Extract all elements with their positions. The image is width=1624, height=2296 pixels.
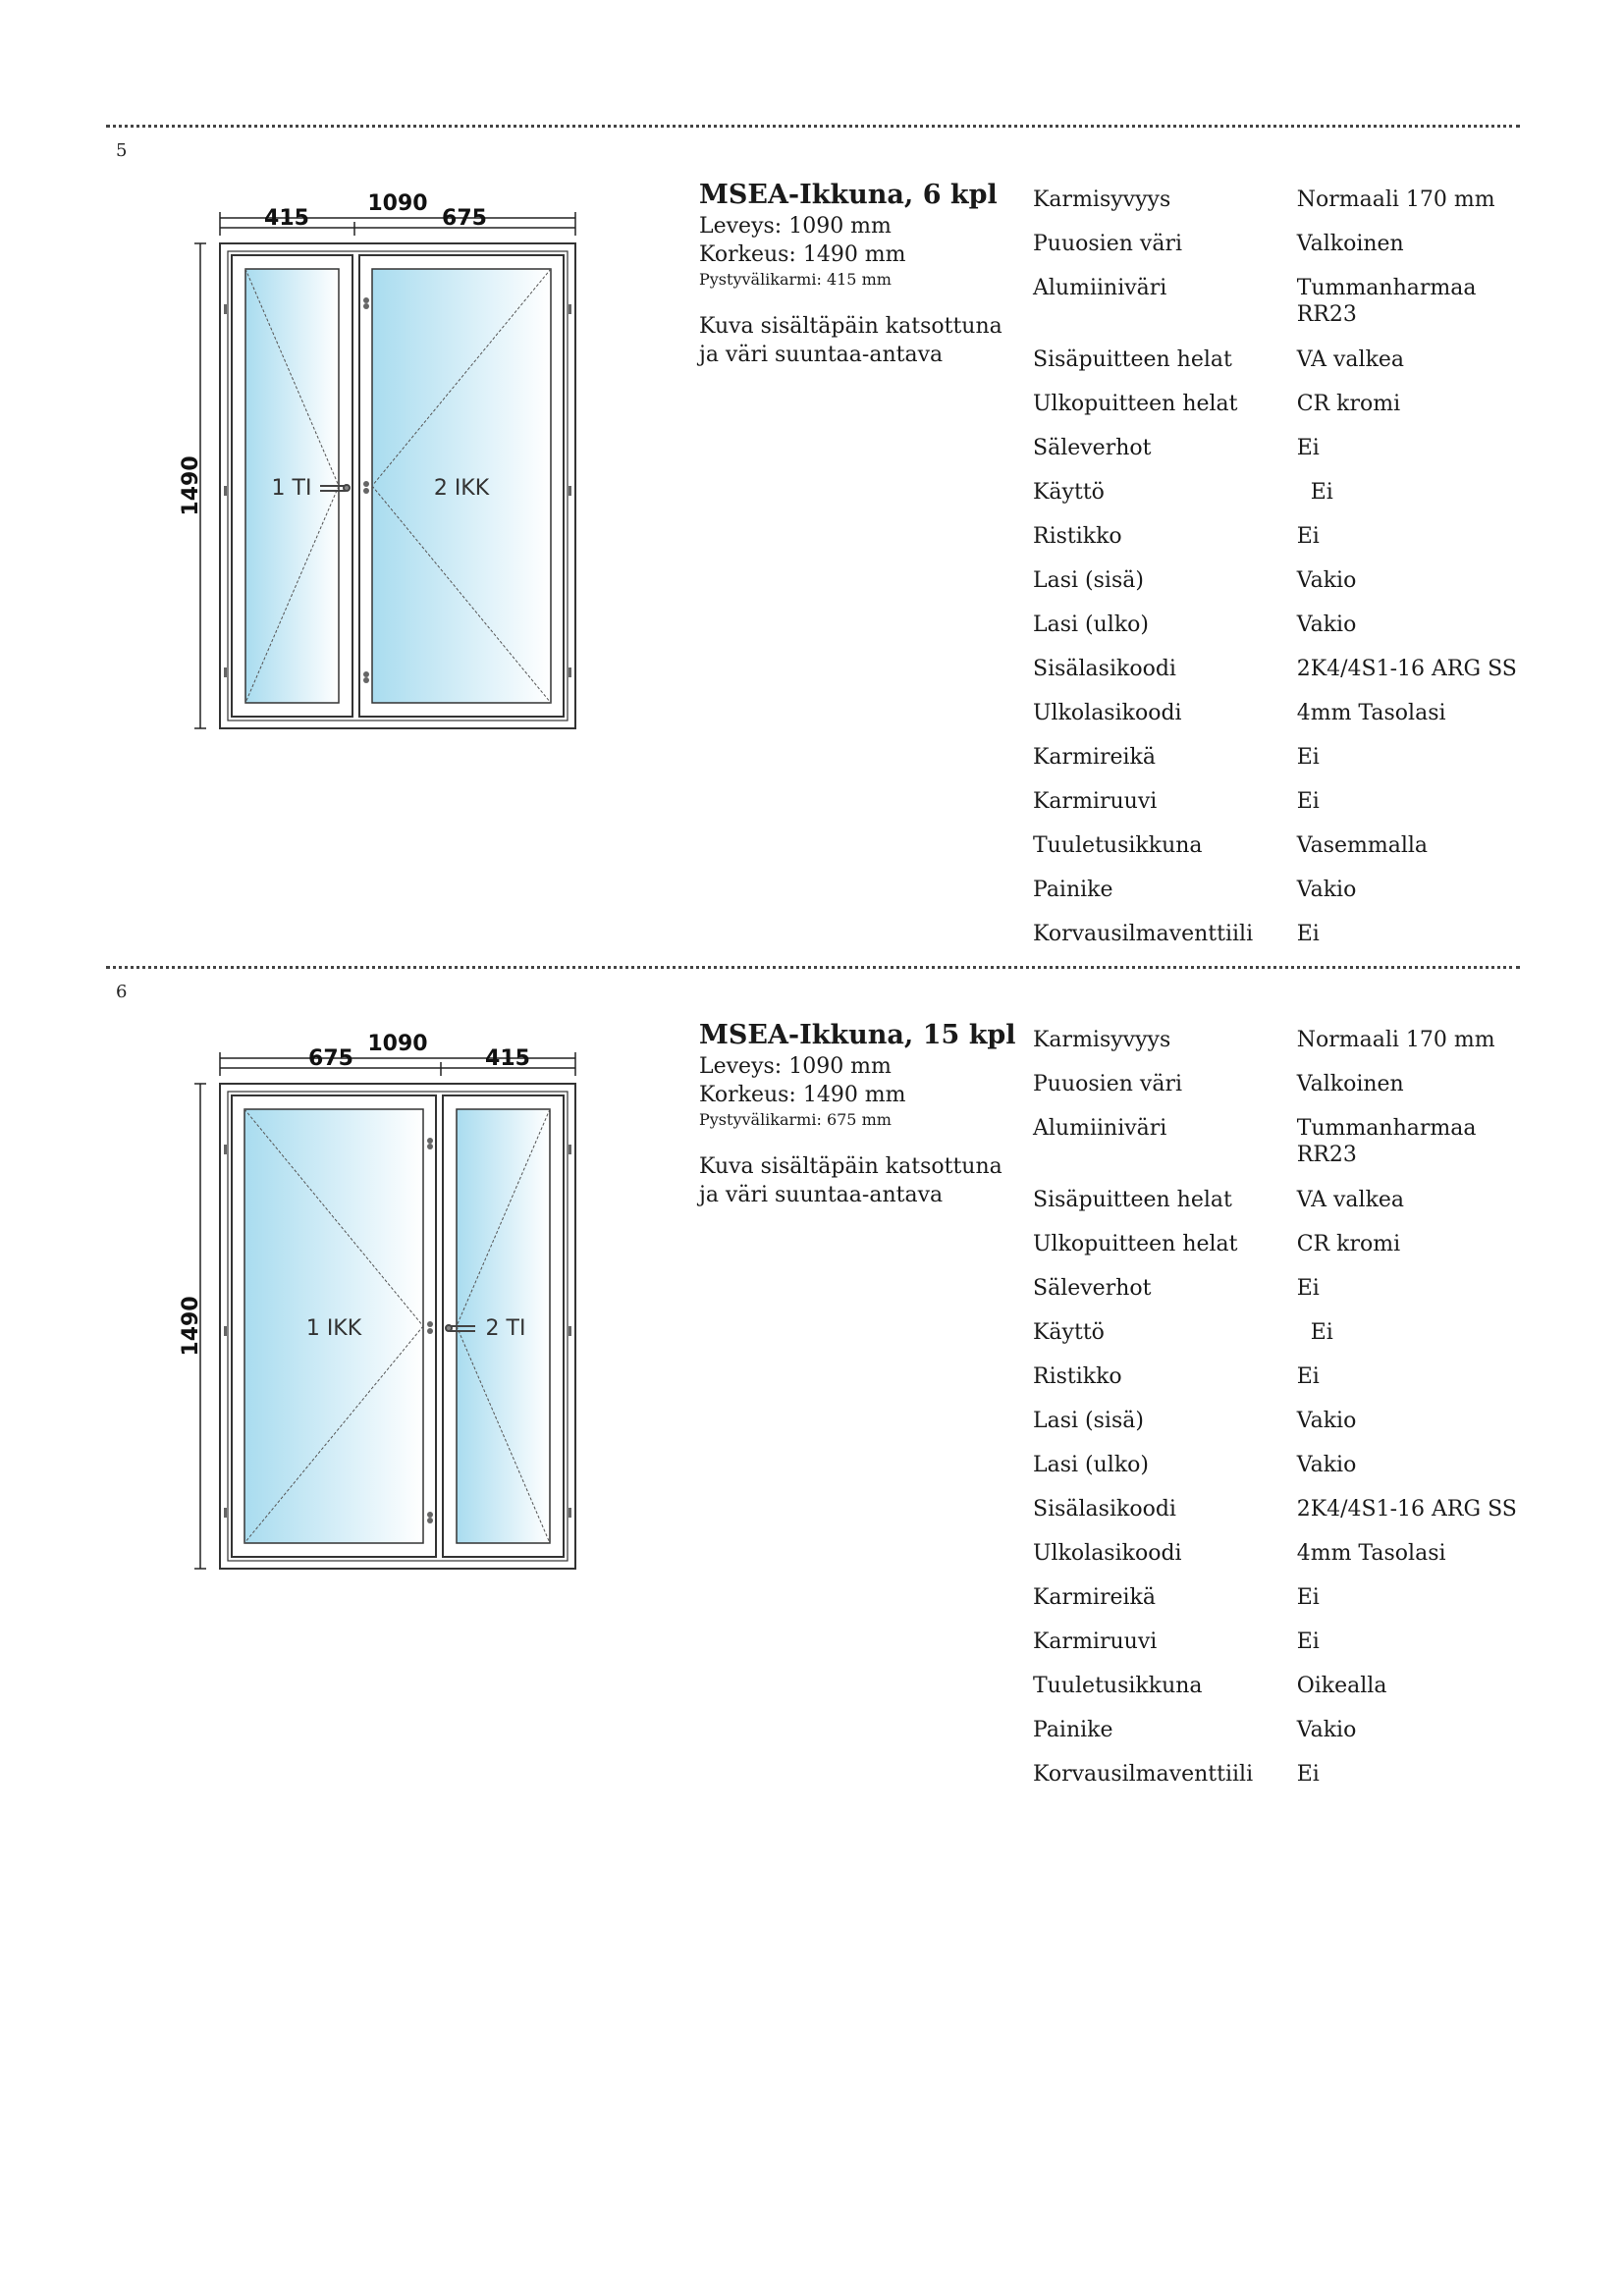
spec-row [1033,1319,1524,1363]
right-width-label: 415 [485,1046,530,1071]
spec-key: Karmiruuvi [1033,789,1158,814]
spec-value: 4mm Tasolasi [1296,701,1446,725]
spec-key: Tuuletusikkuna [1033,833,1203,858]
right-sash-label: 2 IKK [433,476,490,501]
spec-key: Ulkolasikoodi [1033,701,1182,725]
width-text: Leveys: 1090 mm [699,214,892,239]
right-width-label: 675 [442,206,487,231]
spec-key: Alumiiniväri [1033,276,1167,300]
spec-row [1033,1673,1524,1717]
spec-key: Ristikko [1033,524,1122,549]
spec-value: VA valkea [1296,347,1405,372]
left-width-label: 415 [264,206,309,231]
window-drawing [177,187,589,736]
spec-key: Puuosien väri [1033,1072,1182,1096]
spec-value: 4mm Tasolasi [1296,1541,1446,1566]
spec-key: Lasi (sisä) [1033,1409,1144,1433]
spec-value: Vakio [1296,568,1357,593]
view-note-line: Kuva sisältäpäin katsottuna [699,1154,1002,1179]
right-sash-label: 2 TI [485,1316,526,1341]
spec-row [1033,656,1524,700]
window-drawing-svg [177,1027,589,1576]
spec-value: Normaali 170 mm [1296,187,1495,212]
spec-value: Ei [1296,1276,1320,1301]
spec-key: Käyttö [1033,480,1105,505]
spec-value: Ei [1296,524,1320,549]
left-sash-label: 1 TI [271,476,312,501]
spec-row [1033,1717,1524,1761]
view-note-line: ja väri suuntaa-antava [699,1183,944,1207]
spec-value: Ei [1296,789,1320,814]
spec-key: Painike [1033,1718,1113,1742]
spec-row [1033,1761,1524,1805]
spec-row [1033,1408,1524,1452]
spec-key: Sisälasikoodi [1033,1497,1176,1522]
view-note-line: Kuva sisältäpäin katsottuna [699,314,1002,339]
spec-value: Vakio [1296,1453,1357,1477]
spec-key: Alumiiniväri [1033,1116,1167,1141]
spec-value: Ei [1296,1629,1320,1654]
spec-value: Valkoinen [1296,232,1404,256]
spec-value: Tummanharmaa RR23 [1296,276,1477,327]
spec-key: Ristikko [1033,1364,1122,1389]
spec-key: Lasi (sisä) [1033,568,1144,593]
mullion-text: Pystyvälikarmi: 415 mm [699,270,892,289]
spec-row [1033,921,1524,965]
height-text: Korkeus: 1490 mm [699,242,906,267]
spec-row [1033,1629,1524,1673]
item-number: 5 [116,140,128,161]
window-title: MSEA-Ikkuna, 15 kpl [699,1020,1016,1050]
spec-value: CR kromi [1296,392,1401,416]
total-width-label: 1090 [367,1032,428,1056]
spec-key: Korvausilmaventtiili [1033,1762,1254,1787]
spec-row [1033,1231,1524,1275]
window-drawing-svg [177,187,589,736]
section-separator [106,966,1520,969]
spec-row [1033,1027,1524,1071]
spec-value: Ei [1296,1585,1320,1610]
spec-value: Ei [1310,480,1333,505]
spec-value: Vakio [1296,1718,1357,1742]
spec-key: Painike [1033,878,1113,902]
spec-key: Säleverhot [1033,436,1152,460]
spec-key: Käyttö [1033,1320,1105,1345]
spec-key: Karmireikä [1033,1585,1156,1610]
spec-key: Ulkolasikoodi [1033,1541,1182,1566]
spec-row [1033,275,1524,347]
spec-row [1033,391,1524,435]
view-note-line: ja väri suuntaa-antava [699,343,944,367]
spec-value: VA valkea [1296,1188,1405,1212]
spec-value: Ei [1310,1320,1333,1345]
spec-row [1033,1275,1524,1319]
spec-value: Normaali 170 mm [1296,1028,1495,1052]
spec-value: Vakio [1296,878,1357,902]
spec-row [1033,479,1524,523]
spec-value: Vakio [1296,1409,1357,1433]
spec-key: Säleverhot [1033,1276,1152,1301]
spec-row [1033,567,1524,612]
spec-value: Vakio [1296,613,1357,637]
view-note [699,1152,1023,1209]
spec-value: Ei [1296,436,1320,460]
spec-table [1033,1027,1524,1805]
window-drawing [177,1027,589,1576]
spec-key: Karmiruuvi [1033,1629,1158,1654]
spec-value: 2K4/4S1-16 ARG SS [1296,657,1517,681]
spec-key: Sisälasikoodi [1033,657,1176,681]
spec-key: Lasi (ulko) [1033,613,1149,637]
spec-key: Korvausilmaventtiili [1033,922,1254,946]
spec-key: Sisäpuitteen helat [1033,347,1232,372]
spec-value: Ei [1296,745,1320,770]
spec-row [1033,1071,1524,1115]
spec-key: Karmireikä [1033,745,1156,770]
left-sash-label: 1 IKK [305,1316,362,1341]
spec-key: Tuuletusikkuna [1033,1674,1203,1698]
section-separator [106,125,1520,128]
spec-row [1033,877,1524,921]
spec-key: Ulkopuitteen helat [1033,392,1238,416]
spec-row [1033,744,1524,788]
total-width-label: 1090 [367,191,428,216]
spec-key: Lasi (ulko) [1033,1453,1149,1477]
window-info [699,1019,1023,1209]
height-label: 1490 [179,1296,203,1357]
spec-value: Vasemmalla [1296,833,1429,858]
spec-row [1033,1452,1524,1496]
left-width-label: 675 [308,1046,353,1071]
spec-value: CR kromi [1296,1232,1401,1256]
spec-key: Karmisyvyys [1033,187,1171,212]
spec-row [1033,187,1524,231]
height-text: Korkeus: 1490 mm [699,1083,906,1107]
mullion-text: Pystyvälikarmi: 675 mm [699,1110,892,1129]
spec-value: Ei [1296,1762,1320,1787]
spec-row [1033,523,1524,567]
spec-row [1033,1363,1524,1408]
spec-value: Ei [1296,1364,1320,1389]
spec-row [1033,700,1524,744]
width-text: Leveys: 1090 mm [699,1054,892,1079]
spec-key: Sisäpuitteen helat [1033,1188,1232,1212]
spec-row [1033,832,1524,877]
spec-row [1033,231,1524,275]
spec-row [1033,1187,1524,1231]
spec-row [1033,612,1524,656]
spec-table [1033,187,1524,965]
spec-row [1033,788,1524,832]
spec-row [1033,347,1524,391]
spec-key: Puuosien väri [1033,232,1182,256]
window-title: MSEA-Ikkuna, 6 kpl [699,180,998,210]
spec-key: Karmisyvyys [1033,1028,1171,1052]
spec-value: 2K4/4S1-16 ARG SS [1296,1497,1517,1522]
view-note [699,312,1023,369]
height-label: 1490 [179,455,203,516]
spec-value: Ei [1296,922,1320,946]
spec-row [1033,1496,1524,1540]
spec-value: Tummanharmaa RR23 [1296,1116,1477,1167]
item-number: 6 [116,982,128,1002]
spec-row [1033,1540,1524,1584]
spec-row [1033,1115,1524,1187]
spec-value: Valkoinen [1296,1072,1404,1096]
window-info [699,179,1023,369]
spec-row [1033,435,1524,479]
spec-value: Oikealla [1296,1674,1387,1698]
spec-key: Ulkopuitteen helat [1033,1232,1238,1256]
spec-row [1033,1584,1524,1629]
